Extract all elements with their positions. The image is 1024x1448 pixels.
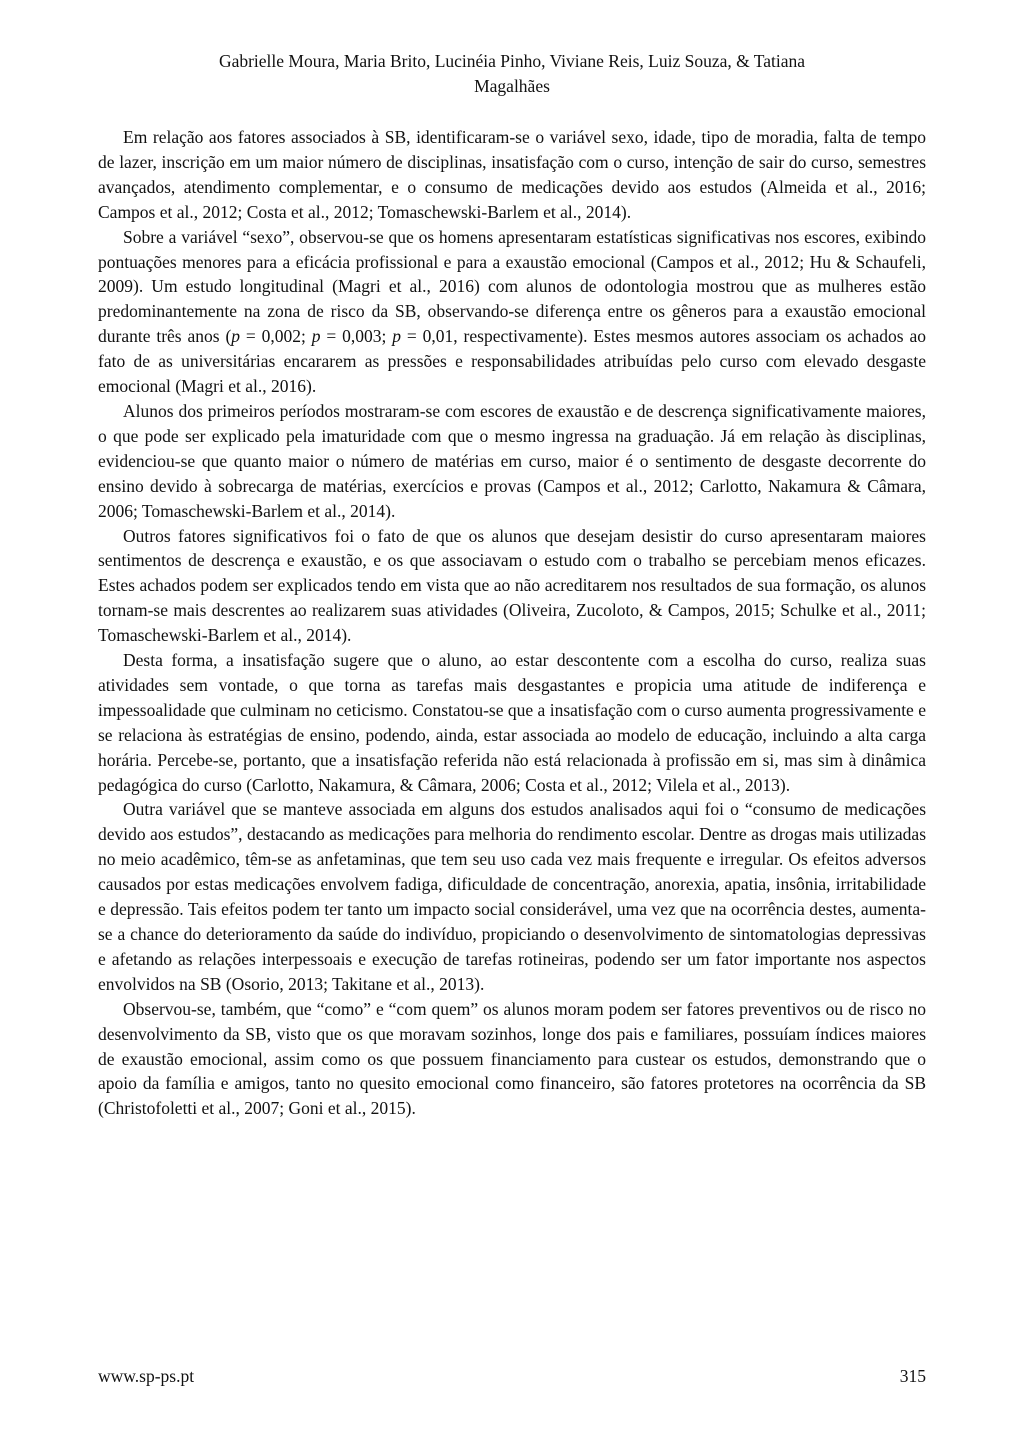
- paragraph-other-factors: Outros fatores significativos foi o fato de que os alunos que desejam desistir do curso apresentaram maiores sentimentos de descrença e exaustão, e os que associavam o estudo com o trabalho se percebiam menos eficazes. Estes achados podem ser explicados tendo em vista que ao não acreditarem nos resultados de sua formação, os alunos tornam-se mais descrentes ao realizarem suas atividades (Oliveira, Zucoloto, & Campos, 2015; Schulke et al., 2011; Tomaschewski-Barlem et al., 2014).: [98, 525, 926, 646]
- paragraph-factors-associated: Em relação aos fatores associados à SB, identificaram-se o variável sexo, idade, tipo de moradia, falta de tempo de lazer, inscrição em um maior número de disciplinas, insatisfação com o curso, intenção de sair do curso, semestres avançados, atendimento complementar, e o consumo de medicações devido aos estudos (Almeida et al., 2016; Campos et al., 2012; Costa et al., 2012; Tomaschewski-Barlem et al., 2014).: [98, 127, 926, 222]
- running-header-authors-line-2: Magalhães: [474, 76, 550, 96]
- article-body: [98, 125, 926, 1121]
- running-header: [100, 49, 924, 99]
- paragraph-dissatisfaction: Desta forma, a insatisfação sugere que o aluno, ao estar descontente com a escolha do curso, realiza suas atividades sem vontade, o que torna as tarefas mais desgastantes e propicia uma atitude de indiferença e impessoalidade que culminam no ceticismo. Constatou-se que a insatisfação com o curso aumenta progressivamente e se relaciona às estratégias de ensino, podendo, ainda, estar associada ao modelo de educação, incluindo a alta carga horária. Percebe-se, portanto, que a insatisfação referida não está relacionada à profissão em si, mas sim à dinâmica pedagógica do curso (Carlotto, Nakamura, & Câmara, 2006; Costa et al., 2012; Vilela et al., 2013).: [98, 650, 926, 795]
- paragraph-living-arrangements: Observou-se, também, que “como” e “com quem” os alunos moram podem ser fatores preventivos ou de risco no desenvolvimento da SB, visto que os que moravam sozinhos, longe dos pais e familiares, possuíam índices maiores de exaustão emocional, assim como os que possuem financiamento para custear os estudos, demonstrando que o apoio da família e amigos, tanto no quesito emocional como financeiro, são fatores protetores na ocorrência da SB (Christofoletti et al., 2007; Goni et al., 2015).: [98, 998, 926, 1119]
- page-number: 315: [899, 1366, 926, 1386]
- footer-url[interactable]: www.sp-ps.pt: [98, 1366, 195, 1386]
- paragraph-first-periods: Alunos dos primeiros períodos mostraram-se com escores de exaustão e de descrença significativamente maiores, o que pode ser explicado pela imaturidade com que o mesmo ingressa na graduação. Já em relação às disciplinas, evidenciou-se que quanto maior o número de matérias em curso, maior é o sentimento de desgaste decorrente do ensino devido à sobrecarga de matérias, exercícios e provas (Campos et al., 2012; Carlotto, Nakamura & Câmara, 2006; Tomaschewski-Barlem et al., 2014).: [98, 400, 926, 521]
- running-header-authors-line-1: Gabrielle Moura, Maria Brito, Lucinéia Pinho, Viviane Reis, Luiz Souza, & Tatiana: [218, 51, 806, 71]
- paragraph-medication-use: Outra variável que se manteve associada em alguns dos estudos analisados aqui foi o “consumo de medicações devido aos estudos”, destacando as medicações para melhoria do rendimento escolar. Dentre as drogas mais utilizadas no meio acadêmico, têm-se as anfetaminas, que tem seu uso cada vez mais frequente e irregular. Os efeitos adversos causados por estas medicações envolvem fadiga, dificuldade de concentração, anorexia, apatia, insônia, irritabilidade e depressão. Tais efeitos podem ter tanto um impacto social considerável, uma vez que na ocorrência destes, aumenta-se a chance do deterioramento da saúde do indivíduo, propiciando o desenvolvimento de sintomatologias depressivas e afetando as relações interpessoais e execução de tarefas rotineiras, podendo ser um fator importante nos aspectos envolvidos na SB (Osorio, 2013; Takitane et al., 2013).: [98, 799, 926, 994]
- paragraph-sex-variable: Sobre a variável “sexo”, observou-se que os homens apresentaram estatísticas significativas nos escores, exibindo pontuações menores para a eficácia profissional e para a exaustão emocional (Campos et al., 2012; Hu & Schaufeli, 2009). Um estudo longitudinal (Magri et al., 2016) com alunos de odontologia mostrou que as mulheres estão predominantemente na zona de risco da SB, observando-se diferença entre os gêneros para a exaustão emocional durante três anos (p = 0,002; p = 0,003; p = 0,01, respectivamente). Estes mesmos autores associam os achados ao fato de as universitárias encararem as pressões e responsabilidades atribuídas pelo curso com elevado desgaste emocional (Magri et al., 2016).: [98, 226, 927, 397]
